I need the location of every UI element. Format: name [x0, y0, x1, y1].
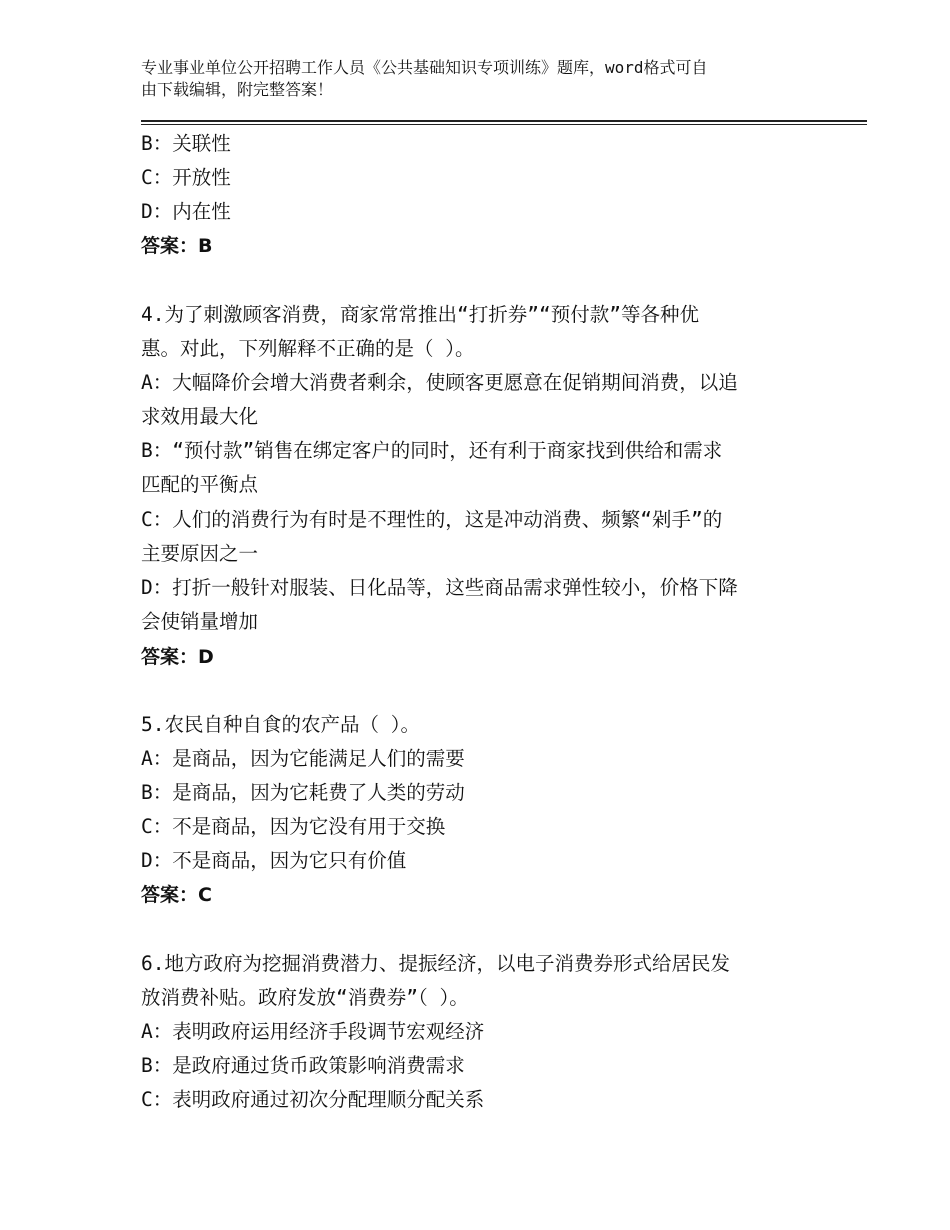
header-line-1: 专业事业单位公开招聘工作人员《公共基础知识专项训练》题库，word格式可自: [141, 58, 708, 77]
q4-option-a-line-2: 求效用最大化: [141, 405, 259, 428]
q4-option-b-line-2: 匹配的平衡点: [141, 473, 259, 496]
q6-stem-line-2: 放消费补贴。政府发放“消费券”（ ）。: [141, 986, 469, 1009]
header-rule-thin: [141, 124, 867, 125]
q3-option-b: B：关联性: [141, 132, 231, 155]
q4-option-c-line-1: C：人们的消费行为有时是不理性的，这是冲动消费、频繁“剁手”的: [141, 508, 723, 531]
header-line-2: 由下载编辑，附完整答案！: [141, 80, 334, 99]
q5-option-b: B：是商品，因为它耗费了人类的劳动: [141, 781, 465, 804]
q5-answer: 答案：C: [141, 884, 212, 906]
q4-stem-line-1: 4.为了刺激顾客消费，商家常常推出“打折券”“预付款”等各种优: [141, 303, 699, 326]
q3-option-c: C：开放性: [141, 166, 231, 189]
q5-option-d: D：不是商品，因为它只有价值: [141, 849, 407, 872]
header-rule-thick: [141, 120, 867, 122]
q5-option-c: C：不是商品，因为它没有用于交换: [141, 815, 446, 838]
q3-answer: 答案：B: [141, 235, 213, 257]
q4-option-b-line-1: B：“预付款”销售在绑定客户的同时，还有利于商家找到供给和需求: [141, 439, 723, 462]
q6-option-b: B：是政府通过货币政策影响消费需求: [141, 1054, 465, 1077]
q6-option-c: C：表明政府通过初次分配理顺分配关系: [141, 1088, 485, 1111]
q3-option-d: D：内在性: [141, 200, 231, 223]
q4-option-a-line-1: A：大幅降价会增大消费者剩余，使顾客更愿意在促销期间消费，以追: [141, 371, 738, 394]
q4-option-d-line-2: 会使销量增加: [141, 610, 259, 633]
q5-stem: 5.农民自种自食的农产品（ ）。: [141, 713, 420, 736]
q4-option-c-line-2: 主要原因之一: [141, 542, 259, 565]
document-header: [141, 57, 811, 101]
q4-stem-line-2: 惠。对此，下列解释不正确的是（ ）。: [141, 337, 475, 360]
q6-option-a: A：表明政府运用经济手段调节宏观经济: [141, 1020, 485, 1043]
q5-option-a: A：是商品，因为它能满足人们的需要: [141, 747, 465, 770]
q6-stem-line-1: 6.地方政府为挖掘消费潜力、提振经济，以电子消费券形式给居民发: [141, 952, 730, 975]
q4-option-d-line-1: D：打折一般针对服装、日化品等，这些商品需求弹性较小，价格下降: [141, 576, 738, 599]
q4-answer: 答案：D: [141, 646, 214, 668]
